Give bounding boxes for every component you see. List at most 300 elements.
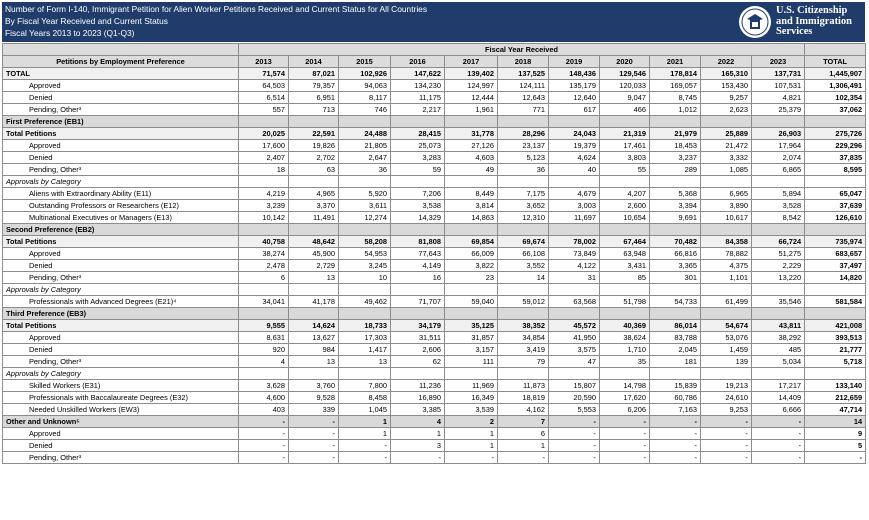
- report-period: Fiscal Years 2013 to 2023 (Q1-Q3): [5, 28, 135, 38]
- value-cell: 134,230: [391, 80, 445, 92]
- value-cell: 1: [445, 440, 498, 452]
- value-cell: 1,417: [339, 344, 391, 356]
- value-cell: 18: [239, 164, 289, 176]
- value-cell: 20,025: [239, 128, 289, 140]
- row-total-cell: 683,657: [805, 248, 866, 260]
- value-cell: 169,057: [650, 80, 701, 92]
- value-cell: 6,206: [600, 404, 650, 416]
- value-cell: 2,407: [239, 152, 289, 164]
- value-cell: 67,464: [600, 236, 650, 248]
- value-cell: 9,691: [650, 212, 701, 224]
- row-total-cell: [805, 368, 866, 380]
- value-cell: 38,274: [239, 248, 289, 260]
- value-cell: [549, 308, 600, 320]
- value-cell: 3,539: [445, 404, 498, 416]
- corner-cell-right: [805, 44, 866, 56]
- value-cell: 18,819: [498, 392, 549, 404]
- value-cell: 6,865: [752, 164, 805, 176]
- value-cell: 2,217: [391, 104, 445, 116]
- row-label: Denied: [3, 92, 239, 104]
- row-total-cell: [805, 224, 866, 236]
- value-cell: 1: [445, 428, 498, 440]
- value-cell: [701, 176, 752, 188]
- value-cell: 16,890: [391, 392, 445, 404]
- value-cell: 35: [600, 356, 650, 368]
- value-cell: 2,729: [289, 260, 339, 272]
- value-cell: 178,814: [650, 68, 701, 80]
- value-cell: 2,702: [289, 152, 339, 164]
- value-cell: [445, 284, 498, 296]
- value-cell: 8,631: [239, 332, 289, 344]
- value-cell: [600, 284, 650, 296]
- row-label: Pending, Other³: [3, 272, 239, 284]
- value-cell: 85: [600, 272, 650, 284]
- uscis-seal-icon: [738, 5, 772, 39]
- value-cell: 77,643: [391, 248, 445, 260]
- value-cell: -: [600, 428, 650, 440]
- row-total-cell: 133,140: [805, 380, 866, 392]
- value-cell: 12,444: [445, 92, 498, 104]
- value-cell: -: [549, 452, 600, 464]
- value-cell: 3,814: [445, 200, 498, 212]
- value-cell: 3,822: [445, 260, 498, 272]
- table-row: [3, 404, 866, 416]
- value-cell: [650, 368, 701, 380]
- table-row: [3, 212, 866, 224]
- value-cell: 69,854: [445, 236, 498, 248]
- fiscal-year-header: Fiscal Year Received: [239, 44, 805, 56]
- year-header-2020: 2020: [600, 56, 650, 68]
- value-cell: 7: [498, 416, 549, 428]
- value-cell: 1,710: [600, 344, 650, 356]
- row-label: Denied: [3, 344, 239, 356]
- value-cell: 3,803: [600, 152, 650, 164]
- value-cell: -: [701, 428, 752, 440]
- value-cell: -: [239, 452, 289, 464]
- year-header-2013: 2013: [239, 56, 289, 68]
- value-cell: 17,217: [752, 380, 805, 392]
- value-cell: 165,310: [701, 68, 752, 80]
- value-cell: 137,525: [498, 68, 549, 80]
- value-cell: 8,542: [752, 212, 805, 224]
- value-cell: 2,606: [391, 344, 445, 356]
- value-cell: [549, 116, 600, 128]
- value-cell: 4: [391, 416, 445, 428]
- row-label: Outstanding Professors or Researchers (E12): [3, 200, 239, 212]
- row-total-cell: 1,306,491: [805, 80, 866, 92]
- value-cell: 9,047: [600, 92, 650, 104]
- row-total-cell: 8,595: [805, 164, 866, 176]
- value-cell: 63,568: [549, 296, 600, 308]
- value-cell: 4,603: [445, 152, 498, 164]
- value-cell: 6,514: [239, 92, 289, 104]
- value-cell: 40,369: [600, 320, 650, 332]
- value-cell: [650, 176, 701, 188]
- value-cell: -: [239, 440, 289, 452]
- value-cell: -: [239, 428, 289, 440]
- value-cell: [701, 284, 752, 296]
- value-cell: 2: [445, 416, 498, 428]
- value-cell: 59,040: [445, 296, 498, 308]
- value-cell: 34,179: [391, 320, 445, 332]
- value-cell: -: [752, 416, 805, 428]
- value-cell: 6,965: [701, 188, 752, 200]
- value-cell: 3,419: [498, 344, 549, 356]
- value-cell: 3,652: [498, 200, 549, 212]
- value-cell: 66,009: [445, 248, 498, 260]
- value-cell: 1: [498, 440, 549, 452]
- row-label: Professionals with Advanced Degrees (E21)⁴: [3, 296, 239, 308]
- value-cell: 1,012: [650, 104, 701, 116]
- value-cell: 135,179: [549, 80, 600, 92]
- value-cell: [289, 308, 339, 320]
- row-total-cell: 37,062: [805, 104, 866, 116]
- value-cell: 12,640: [549, 92, 600, 104]
- value-cell: [498, 224, 549, 236]
- value-cell: 73,849: [549, 248, 600, 260]
- value-cell: 4,122: [549, 260, 600, 272]
- row-total-cell: 9: [805, 428, 866, 440]
- row-header-label: Petitions by Employment Preference: [3, 56, 239, 68]
- table-row: [3, 428, 866, 440]
- report-header: [2, 2, 865, 42]
- value-cell: 7,163: [650, 404, 701, 416]
- row-label: Total Petitions: [3, 320, 239, 332]
- row-total-cell: 1,445,907: [805, 68, 866, 80]
- value-cell: 5,123: [498, 152, 549, 164]
- value-cell: 79,357: [289, 80, 339, 92]
- value-cell: -: [701, 452, 752, 464]
- value-cell: 11,236: [391, 380, 445, 392]
- value-cell: 61,499: [701, 296, 752, 308]
- value-cell: 4: [239, 356, 289, 368]
- year-header-2018: 2018: [498, 56, 549, 68]
- value-cell: 3,528: [752, 200, 805, 212]
- value-cell: 4,624: [549, 152, 600, 164]
- value-cell: 8,458: [339, 392, 391, 404]
- value-cell: 5,894: [752, 188, 805, 200]
- value-cell: 54,733: [650, 296, 701, 308]
- value-cell: 41,178: [289, 296, 339, 308]
- table-row: [3, 272, 866, 284]
- value-cell: 14,863: [445, 212, 498, 224]
- value-cell: 38,352: [498, 320, 549, 332]
- table-row: [3, 380, 866, 392]
- value-cell: -: [600, 440, 650, 452]
- row-label: Approvals by Category: [3, 284, 239, 296]
- value-cell: 3,283: [391, 152, 445, 164]
- value-cell: 3,245: [339, 260, 391, 272]
- value-cell: -: [498, 452, 549, 464]
- table-row: [3, 284, 866, 296]
- value-cell: [445, 224, 498, 236]
- value-cell: -: [650, 452, 701, 464]
- value-cell: 35,546: [752, 296, 805, 308]
- table-row: [3, 224, 866, 236]
- report-subtitle: By Fiscal Year Received and Current Status: [5, 16, 168, 26]
- value-cell: 55: [600, 164, 650, 176]
- value-cell: [339, 176, 391, 188]
- row-label: Needed Unskilled Workers (EW3): [3, 404, 239, 416]
- value-cell: 78,002: [549, 236, 600, 248]
- value-cell: 25,889: [701, 128, 752, 140]
- table-row: [3, 416, 866, 428]
- value-cell: 13,220: [752, 272, 805, 284]
- value-cell: 4,600: [239, 392, 289, 404]
- table-row: [3, 392, 866, 404]
- value-cell: 9,555: [239, 320, 289, 332]
- value-cell: 746: [339, 104, 391, 116]
- value-cell: 21,979: [650, 128, 701, 140]
- row-total-cell: 581,584: [805, 296, 866, 308]
- row-total-cell: 212,659: [805, 392, 866, 404]
- row-total-cell: 47,714: [805, 404, 866, 416]
- value-cell: [600, 224, 650, 236]
- value-cell: [239, 284, 289, 296]
- value-cell: 14: [498, 272, 549, 284]
- value-cell: 51,275: [752, 248, 805, 260]
- value-cell: 3,628: [239, 380, 289, 392]
- value-cell: 36: [498, 164, 549, 176]
- value-cell: 31,778: [445, 128, 498, 140]
- table-row: [3, 80, 866, 92]
- value-cell: 20,590: [549, 392, 600, 404]
- value-cell: 4,375: [701, 260, 752, 272]
- year-header-2015: 2015: [339, 56, 391, 68]
- value-cell: 129,546: [600, 68, 650, 80]
- value-cell: [289, 116, 339, 128]
- row-label: Denied: [3, 152, 239, 164]
- value-cell: [701, 116, 752, 128]
- table-row: [3, 320, 866, 332]
- row-label: Professionals with Baccalaureate Degrees (E32): [3, 392, 239, 404]
- value-cell: 31,857: [445, 332, 498, 344]
- value-cell: 3,003: [549, 200, 600, 212]
- value-cell: 403: [239, 404, 289, 416]
- value-cell: 1: [391, 428, 445, 440]
- value-cell: [498, 368, 549, 380]
- value-cell: 7,800: [339, 380, 391, 392]
- value-cell: 66,108: [498, 248, 549, 260]
- row-total-cell: 102,354: [805, 92, 866, 104]
- table-row: [3, 440, 866, 452]
- value-cell: 7,206: [391, 188, 445, 200]
- value-cell: 24,043: [549, 128, 600, 140]
- value-cell: 47: [549, 356, 600, 368]
- row-label: Multinational Executives or Managers (E13): [3, 212, 239, 224]
- value-cell: 10,617: [701, 212, 752, 224]
- value-cell: 3,157: [445, 344, 498, 356]
- value-cell: -: [289, 440, 339, 452]
- value-cell: 3,611: [339, 200, 391, 212]
- value-cell: 3,394: [650, 200, 701, 212]
- value-cell: 3,385: [391, 404, 445, 416]
- value-cell: 111: [445, 356, 498, 368]
- row-label: Approvals by Category: [3, 176, 239, 188]
- year-header-2021: 2021: [650, 56, 701, 68]
- table-row: [3, 308, 866, 320]
- value-cell: 16: [391, 272, 445, 284]
- value-cell: [239, 176, 289, 188]
- value-cell: [498, 176, 549, 188]
- value-cell: 23,137: [498, 140, 549, 152]
- value-cell: 87,021: [289, 68, 339, 80]
- value-cell: 34,854: [498, 332, 549, 344]
- value-cell: [650, 308, 701, 320]
- value-cell: 301: [650, 272, 701, 284]
- table-row: [3, 188, 866, 200]
- value-cell: [445, 368, 498, 380]
- table-row: [3, 296, 866, 308]
- value-cell: 53,076: [701, 332, 752, 344]
- value-cell: 1,085: [701, 164, 752, 176]
- value-cell: [289, 176, 339, 188]
- value-cell: 2,229: [752, 260, 805, 272]
- table-row: [3, 236, 866, 248]
- value-cell: 4,965: [289, 188, 339, 200]
- value-cell: 21,319: [600, 128, 650, 140]
- value-cell: 485: [752, 344, 805, 356]
- value-cell: -: [445, 452, 498, 464]
- value-cell: [239, 116, 289, 128]
- value-cell: 66,816: [650, 248, 701, 260]
- value-cell: 28,415: [391, 128, 445, 140]
- year-header-2016: 2016: [391, 56, 445, 68]
- value-cell: 466: [600, 104, 650, 116]
- value-cell: 22,591: [289, 128, 339, 140]
- value-cell: 17,461: [600, 140, 650, 152]
- value-cell: 58,208: [339, 236, 391, 248]
- row-label: Pending, Other³: [3, 356, 239, 368]
- value-cell: [600, 368, 650, 380]
- value-cell: -: [549, 428, 600, 440]
- table-row: [3, 68, 866, 80]
- value-cell: -: [289, 452, 339, 464]
- row-label: Denied: [3, 260, 239, 272]
- value-cell: 12,310: [498, 212, 549, 224]
- row-total-cell: [805, 116, 866, 128]
- value-cell: 25,073: [391, 140, 445, 152]
- value-cell: 28,296: [498, 128, 549, 140]
- header-row-years: [3, 56, 866, 68]
- value-cell: [289, 224, 339, 236]
- year-header-2014: 2014: [289, 56, 339, 68]
- value-cell: 24,610: [701, 392, 752, 404]
- value-cell: -: [289, 428, 339, 440]
- value-cell: 83,788: [650, 332, 701, 344]
- row-total-cell: 14,820: [805, 272, 866, 284]
- value-cell: 17,600: [239, 140, 289, 152]
- value-cell: 12,643: [498, 92, 549, 104]
- value-cell: 17,620: [600, 392, 650, 404]
- row-label: Pending, Other³: [3, 164, 239, 176]
- row-total-cell: [805, 308, 866, 320]
- value-cell: [445, 116, 498, 128]
- value-cell: 13: [339, 356, 391, 368]
- value-cell: -: [650, 428, 701, 440]
- value-cell: [498, 116, 549, 128]
- value-cell: [549, 176, 600, 188]
- table-row: [3, 344, 866, 356]
- value-cell: 5,553: [549, 404, 600, 416]
- value-cell: 147,622: [391, 68, 445, 80]
- value-cell: 107,531: [752, 80, 805, 92]
- row-label: Total Petitions: [3, 128, 239, 140]
- row-total-cell: 14: [805, 416, 866, 428]
- value-cell: 63: [289, 164, 339, 176]
- value-cell: 3,332: [701, 152, 752, 164]
- value-cell: 15,807: [549, 380, 600, 392]
- value-cell: 2,074: [752, 152, 805, 164]
- value-cell: 10,654: [600, 212, 650, 224]
- value-cell: -: [650, 440, 701, 452]
- table-row: [3, 356, 866, 368]
- value-cell: 19,213: [701, 380, 752, 392]
- value-cell: 17,964: [752, 140, 805, 152]
- value-cell: [289, 284, 339, 296]
- value-cell: 31,511: [391, 332, 445, 344]
- value-cell: 984: [289, 344, 339, 356]
- value-cell: 70,482: [650, 236, 701, 248]
- value-cell: 9,257: [701, 92, 752, 104]
- row-total-cell: 65,047: [805, 188, 866, 200]
- value-cell: 6: [498, 428, 549, 440]
- value-cell: 19,826: [289, 140, 339, 152]
- value-cell: 2,045: [650, 344, 701, 356]
- value-cell: 21,805: [339, 140, 391, 152]
- value-cell: 920: [239, 344, 289, 356]
- value-cell: 3,431: [600, 260, 650, 272]
- row-label: Skilled Workers (E31): [3, 380, 239, 392]
- value-cell: 5,034: [752, 356, 805, 368]
- report-title: Number of Form I-140, Immigrant Petition for Alien Worker Petitions Received and Current Status for All Countries: [5, 4, 428, 14]
- table-row: [3, 248, 866, 260]
- value-cell: [752, 116, 805, 128]
- value-cell: -: [339, 440, 391, 452]
- row-total-cell: 421,008: [805, 320, 866, 332]
- value-cell: [549, 284, 600, 296]
- value-cell: 62: [391, 356, 445, 368]
- row-total-cell: 735,974: [805, 236, 866, 248]
- value-cell: 41,950: [549, 332, 600, 344]
- value-cell: [549, 224, 600, 236]
- value-cell: 36: [339, 164, 391, 176]
- value-cell: 11,873: [498, 380, 549, 392]
- value-cell: 3,239: [239, 200, 289, 212]
- value-cell: 3,575: [549, 344, 600, 356]
- table-row: [3, 104, 866, 116]
- value-cell: 2,623: [701, 104, 752, 116]
- value-cell: 148,436: [549, 68, 600, 80]
- value-cell: 14,624: [289, 320, 339, 332]
- header-row-super: [3, 44, 866, 56]
- value-cell: 59: [391, 164, 445, 176]
- value-cell: 54,953: [339, 248, 391, 260]
- corner-cell: [3, 44, 239, 56]
- value-cell: 31: [549, 272, 600, 284]
- value-cell: -: [339, 452, 391, 464]
- value-cell: 23: [445, 272, 498, 284]
- value-cell: 71,574: [239, 68, 289, 80]
- value-cell: 153,430: [701, 80, 752, 92]
- value-cell: 86,014: [650, 320, 701, 332]
- row-label: Approved: [3, 428, 239, 440]
- value-cell: [650, 284, 701, 296]
- value-cell: [600, 176, 650, 188]
- value-cell: [339, 308, 391, 320]
- value-cell: [339, 284, 391, 296]
- value-cell: -: [549, 440, 600, 452]
